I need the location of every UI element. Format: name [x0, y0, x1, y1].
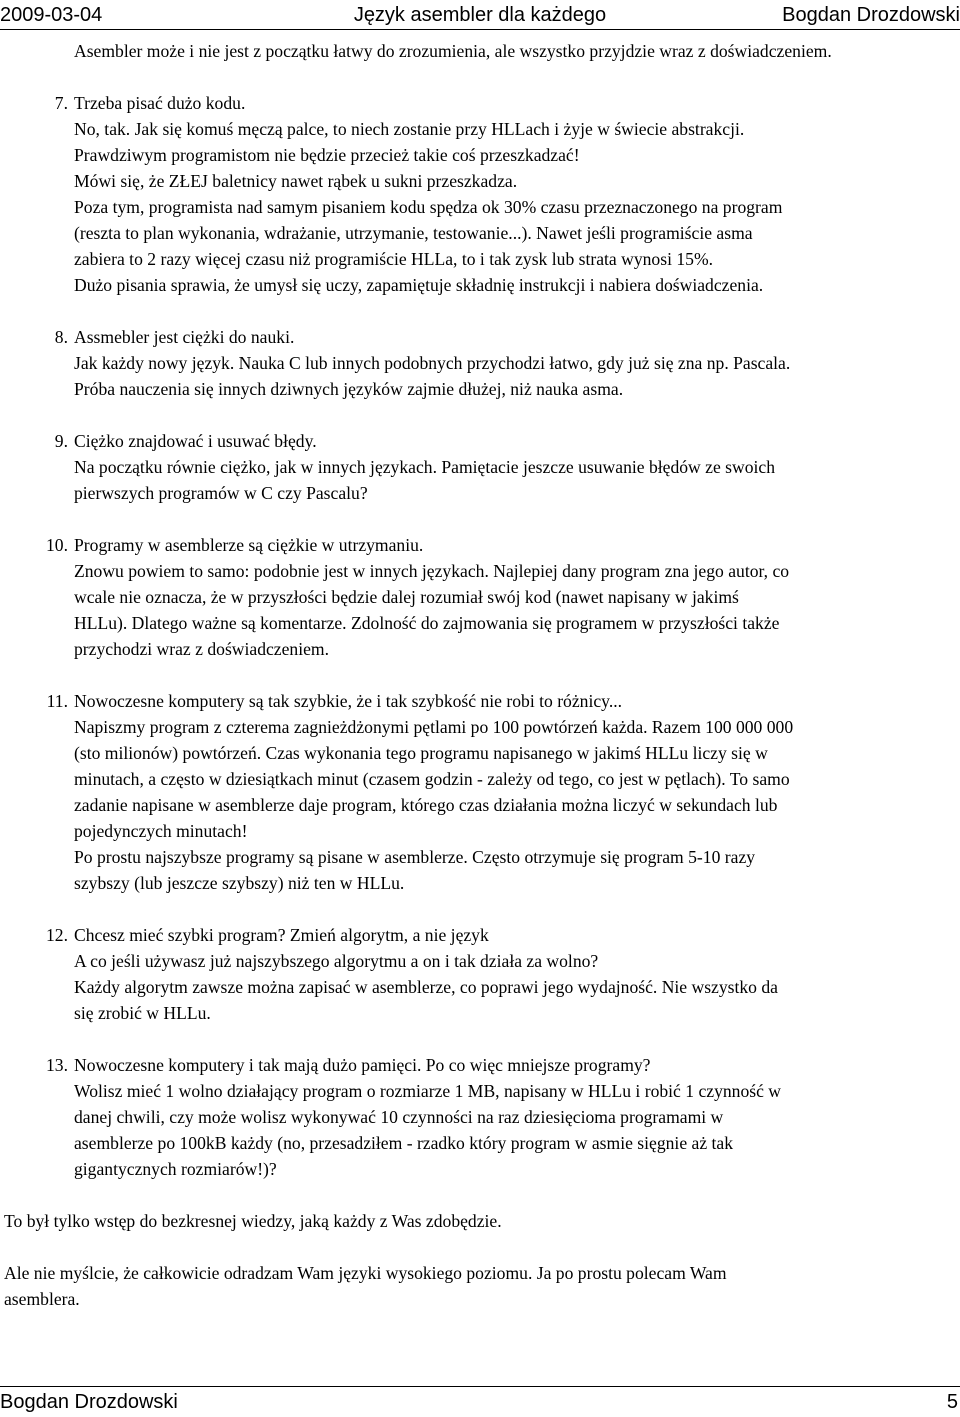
list-item-text: No, tak. Jak się komuś męczą palce, to niech zostanie przy HLLach i żyje w świecie abstrakcji.	[74, 119, 745, 139]
list-item-text: pojedynczych minutach!	[74, 821, 248, 841]
list-item-heading: Trzeba pisać dużo kodu.	[74, 93, 246, 113]
page-footer	[0, 1386, 960, 1416]
list-item-text: A co jeśli używasz już najszybszego algorytmu a on i tak działa za wolno?	[74, 951, 599, 971]
list-item-heading: Programy w asemblerze są ciężkie w utrzymaniu.	[74, 535, 424, 555]
page-number: 5	[946, 1391, 958, 1413]
list-item-text: Po prostu najszybsze programy są pisane w asemblerze. Często otrzymuje się program 5-10 razy	[74, 847, 756, 867]
list-item-text: Prawdziwym programistom nie będzie przecież takie coś przeszkadzać!	[74, 145, 580, 165]
list-item-text: Każdy algorytm zawsze można zapisać w asemblerze, co poprawi jego wydajność. Nie wszystko da	[74, 977, 778, 997]
list-item-heading: Chcesz mieć szybki program? Zmień algorytm, a nie język	[74, 925, 489, 945]
list-item-number: 10.	[46, 535, 68, 555]
intro-paragraph	[74, 38, 952, 64]
closing-line: To był tylko wstęp do bezkresnej wiedzy, jaką każdy z Was zdobędzie.	[4, 1211, 502, 1231]
list-item	[0, 1052, 952, 1182]
header-date: 2009-03-04	[0, 4, 103, 26]
header-rule	[0, 29, 960, 30]
list-item-number: 11.	[46, 691, 68, 711]
list-item-text: Napiszmy program z czterema zagnieżdżonymi pętlami po 100 powtórzeń każda. Razem 100 000 000	[74, 717, 794, 737]
list-item-text: danej chwili, czy może wolisz wykonywać 10 czynności na raz dziesięcioma programami w	[74, 1107, 724, 1127]
list-item-number: 8.	[54, 327, 68, 347]
list-item-heading: Ciężko znajdować i usuwać błędy.	[74, 431, 317, 451]
list-item-text: gigantycznych rozmiarów!)?	[74, 1159, 277, 1179]
intro-line: doświadczeniem.	[710, 41, 832, 61]
list-item-number: 13.	[46, 1055, 68, 1075]
list-item	[0, 688, 952, 896]
list-item-text: szybszy (lub jeszcze szybszy) niż ten w HLLu.	[74, 873, 405, 893]
list-item	[0, 532, 952, 662]
list-item-text: Próba nauczenia się innych dziwnych języków zajmie dłużej, niż nauka asma.	[74, 379, 624, 399]
list-item-text: Wolisz mieć 1 wolno działający program o rozmiarze 1 MB, napisany w HLLu i robić 1 czynność w	[74, 1081, 782, 1101]
closing-section	[0, 1208, 952, 1312]
list-item-text: zabiera to 2 razy więcej czasu niż programiście HLLa, to i tak zysk lub strata wynosi 15%.	[74, 249, 714, 269]
list-item-text: Znowu powiem to samo: podobnie jest w innych językach. Najlepiej dany program zna jego autor, co	[74, 561, 790, 581]
list-item-text: Mówi się, że ZŁEJ baletnicy nawet rąbek u sukni przeszkadza.	[74, 171, 518, 191]
list-item-text: pierwszych programów w C czy Pascalu?	[74, 483, 368, 503]
list-item-text: Na początku równie ciężko, jak w innych językach. Pamiętacie jeszcze usuwanie błędów ze swoich	[74, 457, 776, 477]
list-item-number: 12.	[46, 925, 68, 945]
footer-author: Bogdan Drozdowski	[0, 1391, 178, 1413]
list-item-text: asemblerze po 100kB każdy (no, przesadziłem - rzadko który program w asmie sięgnie aż tak	[74, 1133, 734, 1153]
closing-line: asemblera.	[4, 1289, 80, 1309]
header-author: Bogdan Drozdowski	[782, 4, 960, 26]
list-item-heading: Assmebler jest ciężki do nauki.	[74, 327, 295, 347]
list-item-number: 9.	[54, 431, 68, 451]
list-item-text: Dużo pisania sprawia, że umysł się uczy, zapamiętuje składnię instrukcji i nabiera doświadczenia.	[74, 275, 764, 295]
numbered-list	[0, 90, 952, 1182]
closing-paragraph	[4, 1208, 952, 1234]
list-item-text: (reszta to plan wykonania, wdrażanie, utrzymanie, testowanie...). Nawet jeśli programiście asma	[74, 223, 753, 243]
closing-line: Ale nie myślcie, że całkowicie odradzam Wam języki wysokiego poziomu. Ja po prostu polecam Wam	[4, 1263, 727, 1283]
list-item	[0, 922, 952, 1026]
list-item	[0, 324, 952, 402]
list-item-text: przychodzi wraz z doświadczeniem.	[74, 639, 329, 659]
list-item-text: się zrobić w HLLu.	[74, 1003, 211, 1023]
list-item-heading: Nowoczesne komputery są tak szybkie, że i tak szybkość nie robi to różnicy...	[74, 691, 623, 711]
intro-line: Asembler może i nie jest z początku łatwy do zrozumienia, ale wszystko przyjdzie wraz z	[74, 41, 706, 61]
list-item-text: Poza tym, programista nad samym pisaniem kodu spędza ok 30% czasu przeznaczonego na program	[74, 197, 783, 217]
list-item-text: (sto milionów) powtórzeń. Czas wykonania tego programu napisanego w jakimś HLLu liczy się w	[74, 743, 768, 763]
list-item	[0, 428, 952, 506]
list-item-number: 7.	[54, 93, 68, 113]
page-header	[0, 0, 960, 30]
list-item-heading: Nowoczesne komputery i tak mają dużo pamięci. Po co więc mniejsze programy?	[74, 1055, 651, 1075]
closing-paragraph	[4, 1260, 952, 1312]
list-item-text: zadanie napisane w asemblerze daje program, którego czas działania można liczyć w sekundach lub	[74, 795, 778, 815]
document-body	[0, 38, 952, 1338]
list-item-text: wcale nie oznacza, że w przyszłości będzie dalej rozumiał swój kod (nawet napisany w jakimś	[74, 587, 739, 607]
list-item-text: minutach, a często w dziesiątkach minut (czasem godzin - zależy od tego, co jest w pętlach). To samo	[74, 769, 790, 789]
list-item	[0, 90, 952, 298]
list-item-text: Jak każdy nowy język. Nauka C lub innych podobnych przychodzi łatwo, gdy już się zna np. Pascala.	[74, 353, 791, 373]
header-title: Język asembler dla każdego	[353, 4, 607, 26]
list-item-text: HLLu). Dlatego ważne są komentarze. Zdolność do zajmowania się programem w przyszłości także	[74, 613, 780, 633]
